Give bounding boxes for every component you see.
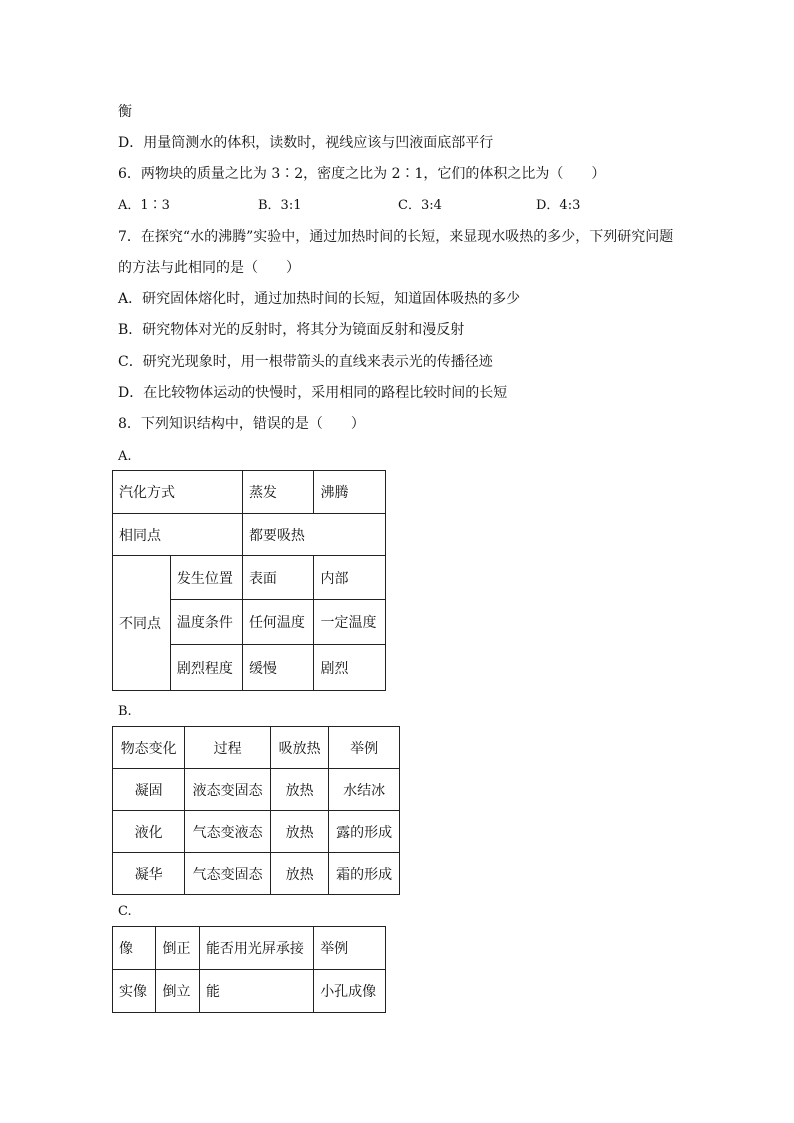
q6-option-a: A．1∶3 bbox=[118, 198, 170, 213]
table-cell: 过程 bbox=[185, 727, 271, 769]
table-row bbox=[113, 556, 386, 600]
table-cell: 能 bbox=[199, 970, 313, 1013]
table-row bbox=[113, 727, 400, 769]
table-cell: 表面 bbox=[242, 556, 314, 600]
table-cell: 蒸发 bbox=[242, 471, 314, 514]
table-cell: 像 bbox=[113, 927, 156, 970]
q6-option-b: B．3:1 bbox=[258, 198, 302, 213]
table-cell: 汽化方式 bbox=[113, 471, 243, 514]
table-c bbox=[112, 926, 386, 1013]
table-row bbox=[113, 811, 400, 853]
q7-option-d: D．在比较物体运动的快慢时，采用相同的路程比较时间的长短 bbox=[118, 385, 508, 401]
table-cell: 剧烈程度 bbox=[170, 645, 242, 691]
q7-option-a: A．研究固体熔化时，通过加热时间的长短，知道固体吸热的多少 bbox=[118, 291, 521, 307]
table-cell: 气态变液态 bbox=[185, 811, 271, 853]
table-cell: 缓慢 bbox=[242, 645, 314, 691]
table-cell: 实像 bbox=[113, 970, 156, 1013]
table-cell: 液态变固态 bbox=[185, 769, 271, 811]
table-row bbox=[113, 853, 400, 895]
table-cell: 举例 bbox=[329, 727, 400, 769]
question-8: 8．下列知识结构中，错误的是（ ） bbox=[118, 416, 365, 432]
q6-option-c: C．3:4 bbox=[398, 198, 442, 213]
q6-option-d: D．4:3 bbox=[536, 198, 581, 213]
question-7-cont: 的方法与此相同的是（ ） bbox=[118, 260, 300, 276]
text-line: 衡 bbox=[118, 104, 132, 120]
text-line: D．用量筒测水的体积，读数时，视线应该与凹液面底部平行 bbox=[118, 135, 494, 151]
table-cell: 剧烈 bbox=[314, 645, 386, 691]
table-cell: 凝固 bbox=[113, 769, 185, 811]
table-cell: 放热 bbox=[270, 769, 328, 811]
table-a bbox=[112, 470, 386, 691]
table-cell: 倒立 bbox=[156, 970, 199, 1013]
table-cell: 能否用光屏承接 bbox=[199, 927, 313, 970]
table-cell: 气态变固态 bbox=[185, 853, 271, 895]
option-c-label: C. bbox=[118, 904, 132, 919]
table-row bbox=[113, 514, 386, 556]
table-cell: 不同点 bbox=[113, 556, 171, 691]
table-cell: 发生位置 bbox=[170, 556, 242, 600]
table-cell: 放热 bbox=[270, 811, 328, 853]
table-cell: 小孔成像 bbox=[314, 970, 386, 1013]
question-7: 7．在探究“水的沸腾”实验中，通过加热时间的长短，来显现水吸热的多少，下列研究问题 bbox=[118, 229, 674, 245]
q7-option-c: C．研究光现象时，用一根带箭头的直线来表示光的传播径迹 bbox=[118, 354, 493, 370]
table-cell: 温度条件 bbox=[170, 600, 242, 645]
table-cell: 举例 bbox=[314, 927, 386, 970]
table-cell: 内部 bbox=[314, 556, 386, 600]
table-cell: 任何温度 bbox=[242, 600, 314, 645]
table-cell: 物态变化 bbox=[113, 727, 185, 769]
table-cell: 都要吸热 bbox=[242, 514, 385, 556]
option-b-label: B. bbox=[118, 704, 132, 719]
table-row bbox=[113, 471, 386, 514]
table-cell: 液化 bbox=[113, 811, 185, 853]
option-a-label: A. bbox=[118, 449, 132, 464]
table-b bbox=[112, 726, 400, 895]
table-row bbox=[113, 970, 386, 1013]
table-cell: 水结冰 bbox=[329, 769, 400, 811]
q7-option-b: B．研究物体对光的反射时，将其分为镜面反射和漫反射 bbox=[118, 322, 465, 338]
table-cell: 吸放热 bbox=[270, 727, 328, 769]
question-6: 6．两物块的质量之比为 3∶2，密度之比为 2∶1，它们的体积之比为（ ） bbox=[118, 166, 606, 182]
table-cell: 凝华 bbox=[113, 853, 185, 895]
table-cell: 放热 bbox=[270, 853, 328, 895]
table-cell: 相同点 bbox=[113, 514, 243, 556]
table-cell: 一定温度 bbox=[314, 600, 386, 645]
table-cell: 沸腾 bbox=[314, 471, 386, 514]
table-row bbox=[113, 769, 400, 811]
table-cell: 霜的形成 bbox=[329, 853, 400, 895]
table-cell: 倒正 bbox=[156, 927, 199, 970]
table-cell: 露的形成 bbox=[329, 811, 400, 853]
table-row bbox=[113, 927, 386, 970]
